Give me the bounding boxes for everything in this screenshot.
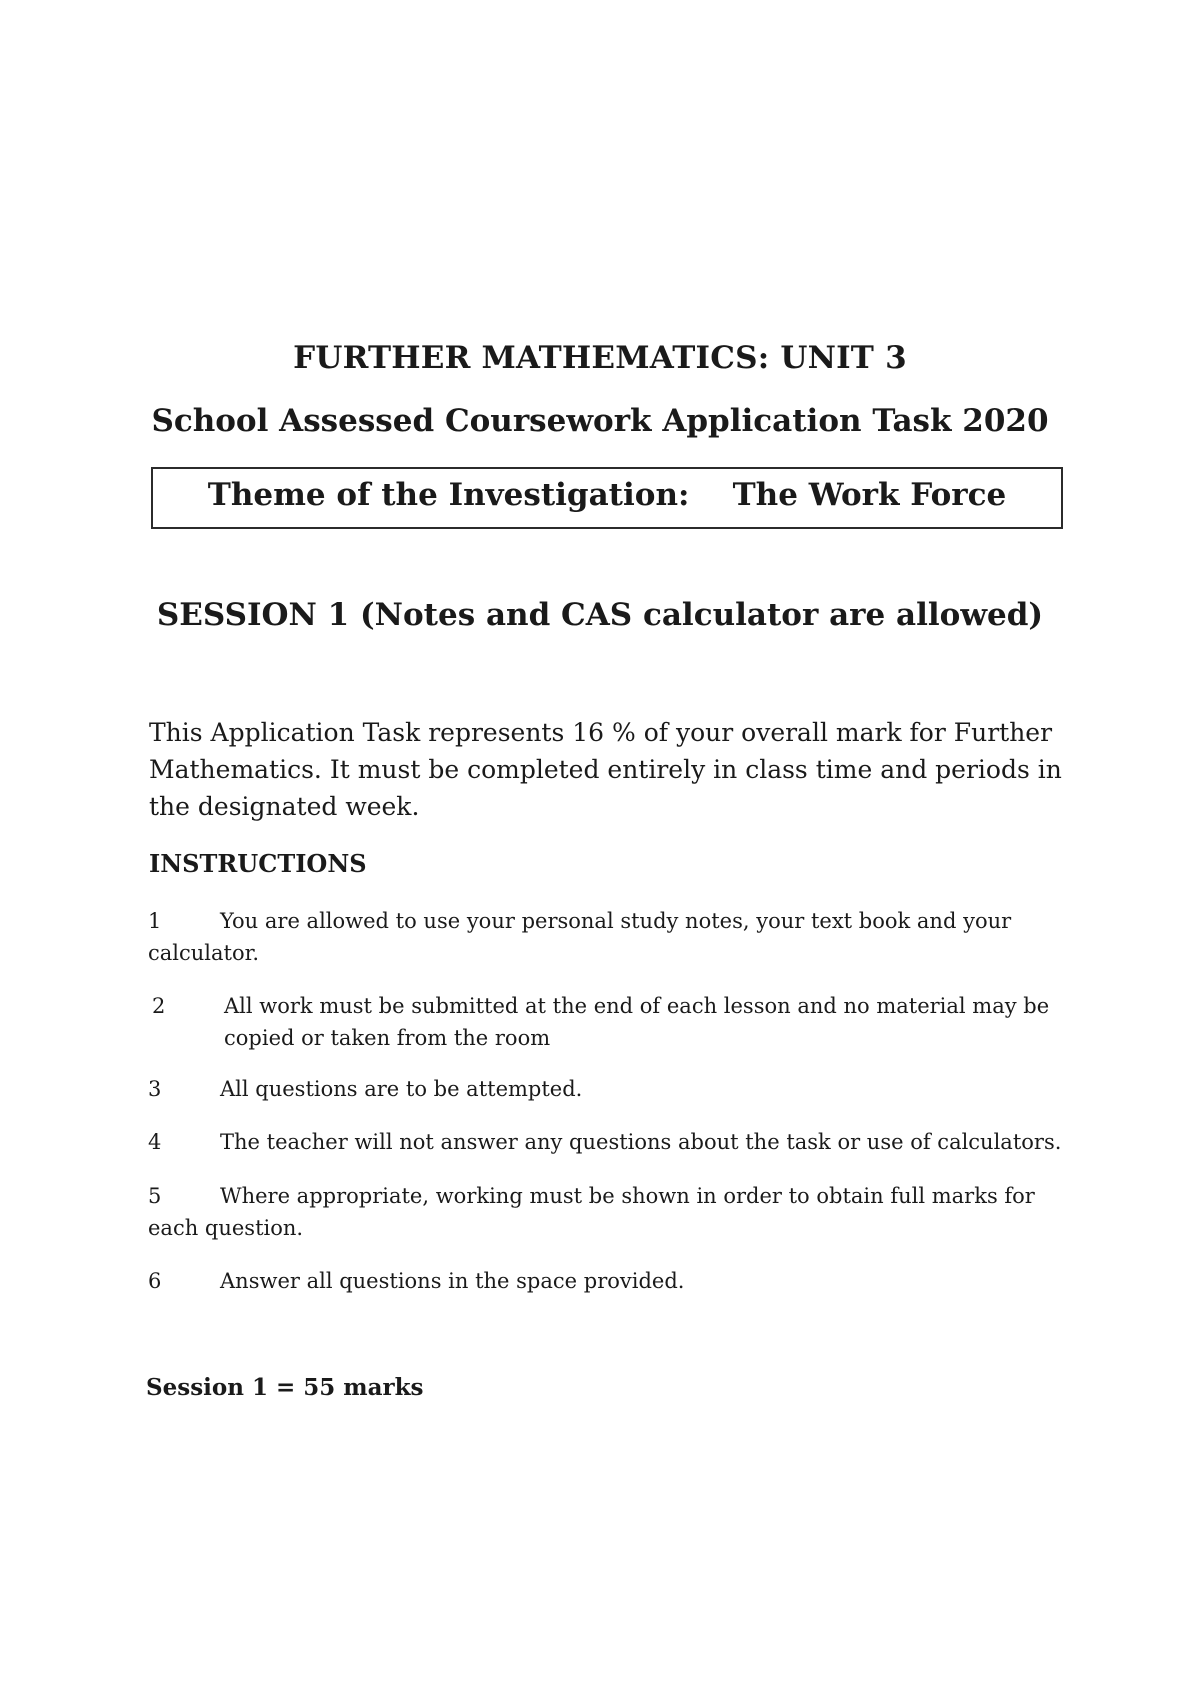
- instruction-text: Answer all questions in the space provided.: [220, 1269, 685, 1293]
- instruction-item-3: [148, 1073, 1048, 1105]
- instruction-text: All work must be submitted at the end of each lesson and no material may be: [224, 994, 1050, 1018]
- session-total-marks: Session 1 = 55 marks: [146, 1374, 424, 1401]
- instruction-text: All questions are to be attempted.: [220, 1077, 583, 1101]
- instruction-number: 6: [148, 1269, 162, 1293]
- instruction-text: Where appropriate, working must be shown in order to obtain full marks for: [220, 1184, 1035, 1208]
- instruction-text-continued: calculator.: [148, 941, 260, 965]
- instruction-item-1: [148, 905, 1048, 969]
- instruction-item-5: [148, 1180, 1048, 1244]
- instruction-item-6: [148, 1265, 1048, 1297]
- session-heading: SESSION 1 (Notes and CAS calculator are allowed): [156, 597, 1044, 633]
- instructions-heading: INSTRUCTIONS: [149, 849, 367, 878]
- document-title: FURTHER MATHEMATICS: UNIT 3: [293, 340, 907, 376]
- instruction-number: 2: [152, 994, 166, 1018]
- document-subtitle: School Assessed Coursework Application Task 2020: [151, 403, 1049, 439]
- instruction-number: 3: [148, 1077, 162, 1101]
- instruction-text: The teacher will not answer any questions about the task or use of calculators.: [220, 1130, 1062, 1154]
- intro-paragraph: This Application Task represents 16 % of your overall mark for Further Mathematics. It must be completed entirely in class time and periods in the designated week.: [149, 718, 1062, 821]
- theme-text: Theme of the Investigation: The Work Force: [207, 477, 1007, 513]
- theme-box: [151, 467, 1063, 529]
- instruction-number: 1: [148, 909, 162, 933]
- instruction-text-continued: each question.: [148, 1216, 304, 1240]
- instruction-text-continued: copied or taken from the room: [224, 1026, 551, 1050]
- instruction-item-4: [148, 1126, 1108, 1158]
- instruction-text: You are allowed to use your personal study notes, your text book and your: [220, 909, 1012, 933]
- instruction-number: 4: [148, 1130, 162, 1154]
- instruction-item-2: [152, 990, 1052, 1054]
- instruction-number: 5: [148, 1184, 162, 1208]
